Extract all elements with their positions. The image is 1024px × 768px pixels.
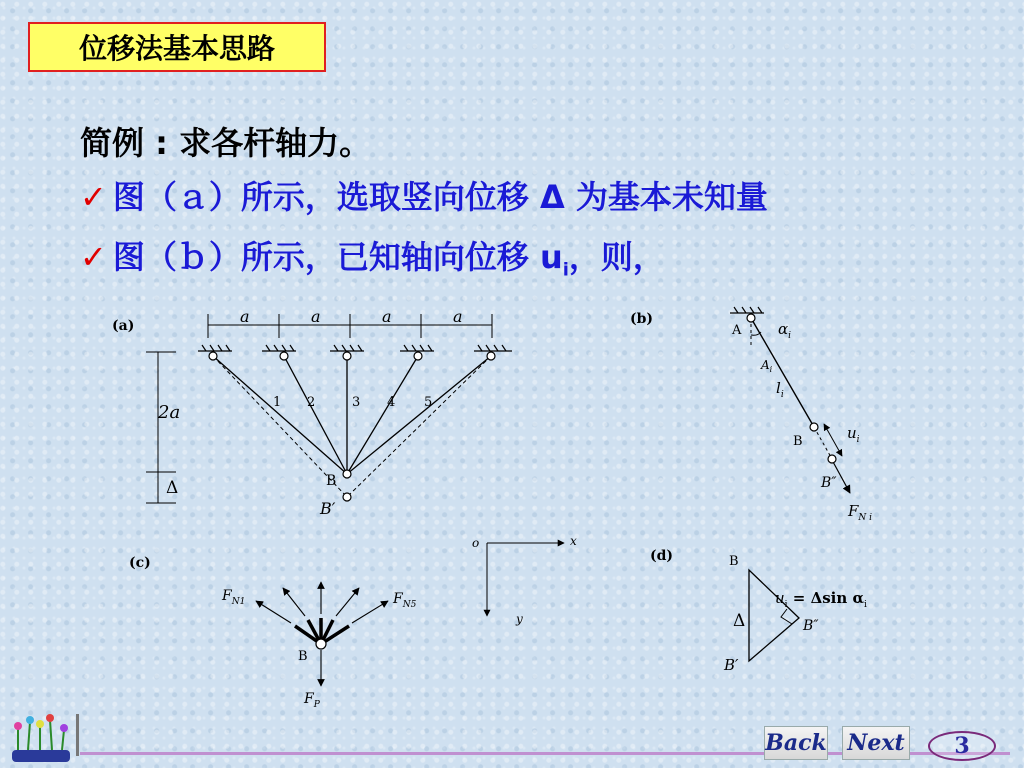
triangle-delta: Δ <box>733 611 746 631</box>
right-angle-mark <box>781 609 792 624</box>
fp-label: $F_P$ <box>304 691 320 710</box>
axis-y: y <box>516 612 523 626</box>
bullet-text-2-sub: i <box>562 259 569 281</box>
triangle-b1-label: B′ <box>724 656 739 674</box>
fn5-label: $F_{N5}$ <box>393 591 417 610</box>
span-label-4: a <box>453 307 463 326</box>
panel-b-label: (b) <box>630 311 654 327</box>
fn1-label: $F_{N1}$ <box>222 588 246 607</box>
slide-title: 位移法基本思路 <box>28 22 326 72</box>
node-c-label: B <box>298 649 308 664</box>
delta-label: Δ <box>166 478 179 498</box>
axis-origin: o <box>472 536 480 550</box>
footer-divider <box>76 714 79 756</box>
panel-d-label: (d) <box>650 548 674 564</box>
truss-bars <box>213 356 491 474</box>
bullet-text-2-suffix: ，则， <box>568 238 665 276</box>
formula: $u_i = \Delta\sin$ $\alpha_i$ <box>775 589 867 610</box>
page-number: 3 <box>928 731 996 761</box>
axis-x: x <box>570 534 577 548</box>
bullet-text-1: 图（ａ）所示，选取竖向位移 Δ 为基本未知量 <box>112 178 768 216</box>
displaced-bars <box>213 356 491 497</box>
bar-label-2: 2 <box>307 395 316 410</box>
bar-label-5: 5 <box>424 395 433 410</box>
bar-label-4: 4 <box>387 395 396 410</box>
check-icon: ✓ <box>80 238 107 276</box>
node-b-displaced-label: B′ <box>320 499 336 518</box>
check-icon: ✓ <box>80 178 107 216</box>
next-button[interactable]: Next <box>842 726 910 760</box>
back-button[interactable]: Back <box>764 726 828 760</box>
force-label: $F_{N i}$ <box>848 502 873 523</box>
flowers-decoration-icon <box>4 712 80 764</box>
span-label-3: a <box>382 307 392 326</box>
hinges <box>209 352 495 501</box>
node-b2-label: B″ <box>821 475 837 491</box>
u-dimension <box>824 424 842 456</box>
u-label: $u_i$ <box>847 424 860 445</box>
span-label-2: a <box>311 307 321 326</box>
panel-a-label: (a) <box>112 318 135 334</box>
triangle-b2-label: B″ <box>803 618 819 634</box>
bar-label-3: 3 <box>352 395 361 410</box>
bar-label-1: 1 <box>273 395 282 410</box>
panel-c-label: (c) <box>129 555 151 571</box>
height-label: 2a <box>158 402 181 423</box>
span-dimension <box>208 314 492 338</box>
coordinate-axes <box>487 543 564 616</box>
displacement-triangle <box>749 570 799 661</box>
example-line: 简例 : 求各杆轴力。 <box>80 124 372 162</box>
node-b-label-b: B <box>793 434 803 449</box>
alpha-label: $\alpha_i$ <box>778 320 792 341</box>
node-c <box>316 639 326 649</box>
support-b <box>730 307 764 313</box>
length-label: $l_i$ <box>776 379 784 400</box>
bullet-text-2: 图（ｂ）所示，已知轴向位移 u <box>112 238 563 276</box>
span-label-1: a <box>240 307 250 326</box>
node-b-label: B <box>326 473 337 489</box>
triangle-top-label: B <box>729 554 739 569</box>
supports <box>198 345 512 351</box>
area-label: $A_i$ <box>761 358 773 374</box>
bar-extension <box>814 427 832 459</box>
node-a-label: A <box>732 323 742 338</box>
